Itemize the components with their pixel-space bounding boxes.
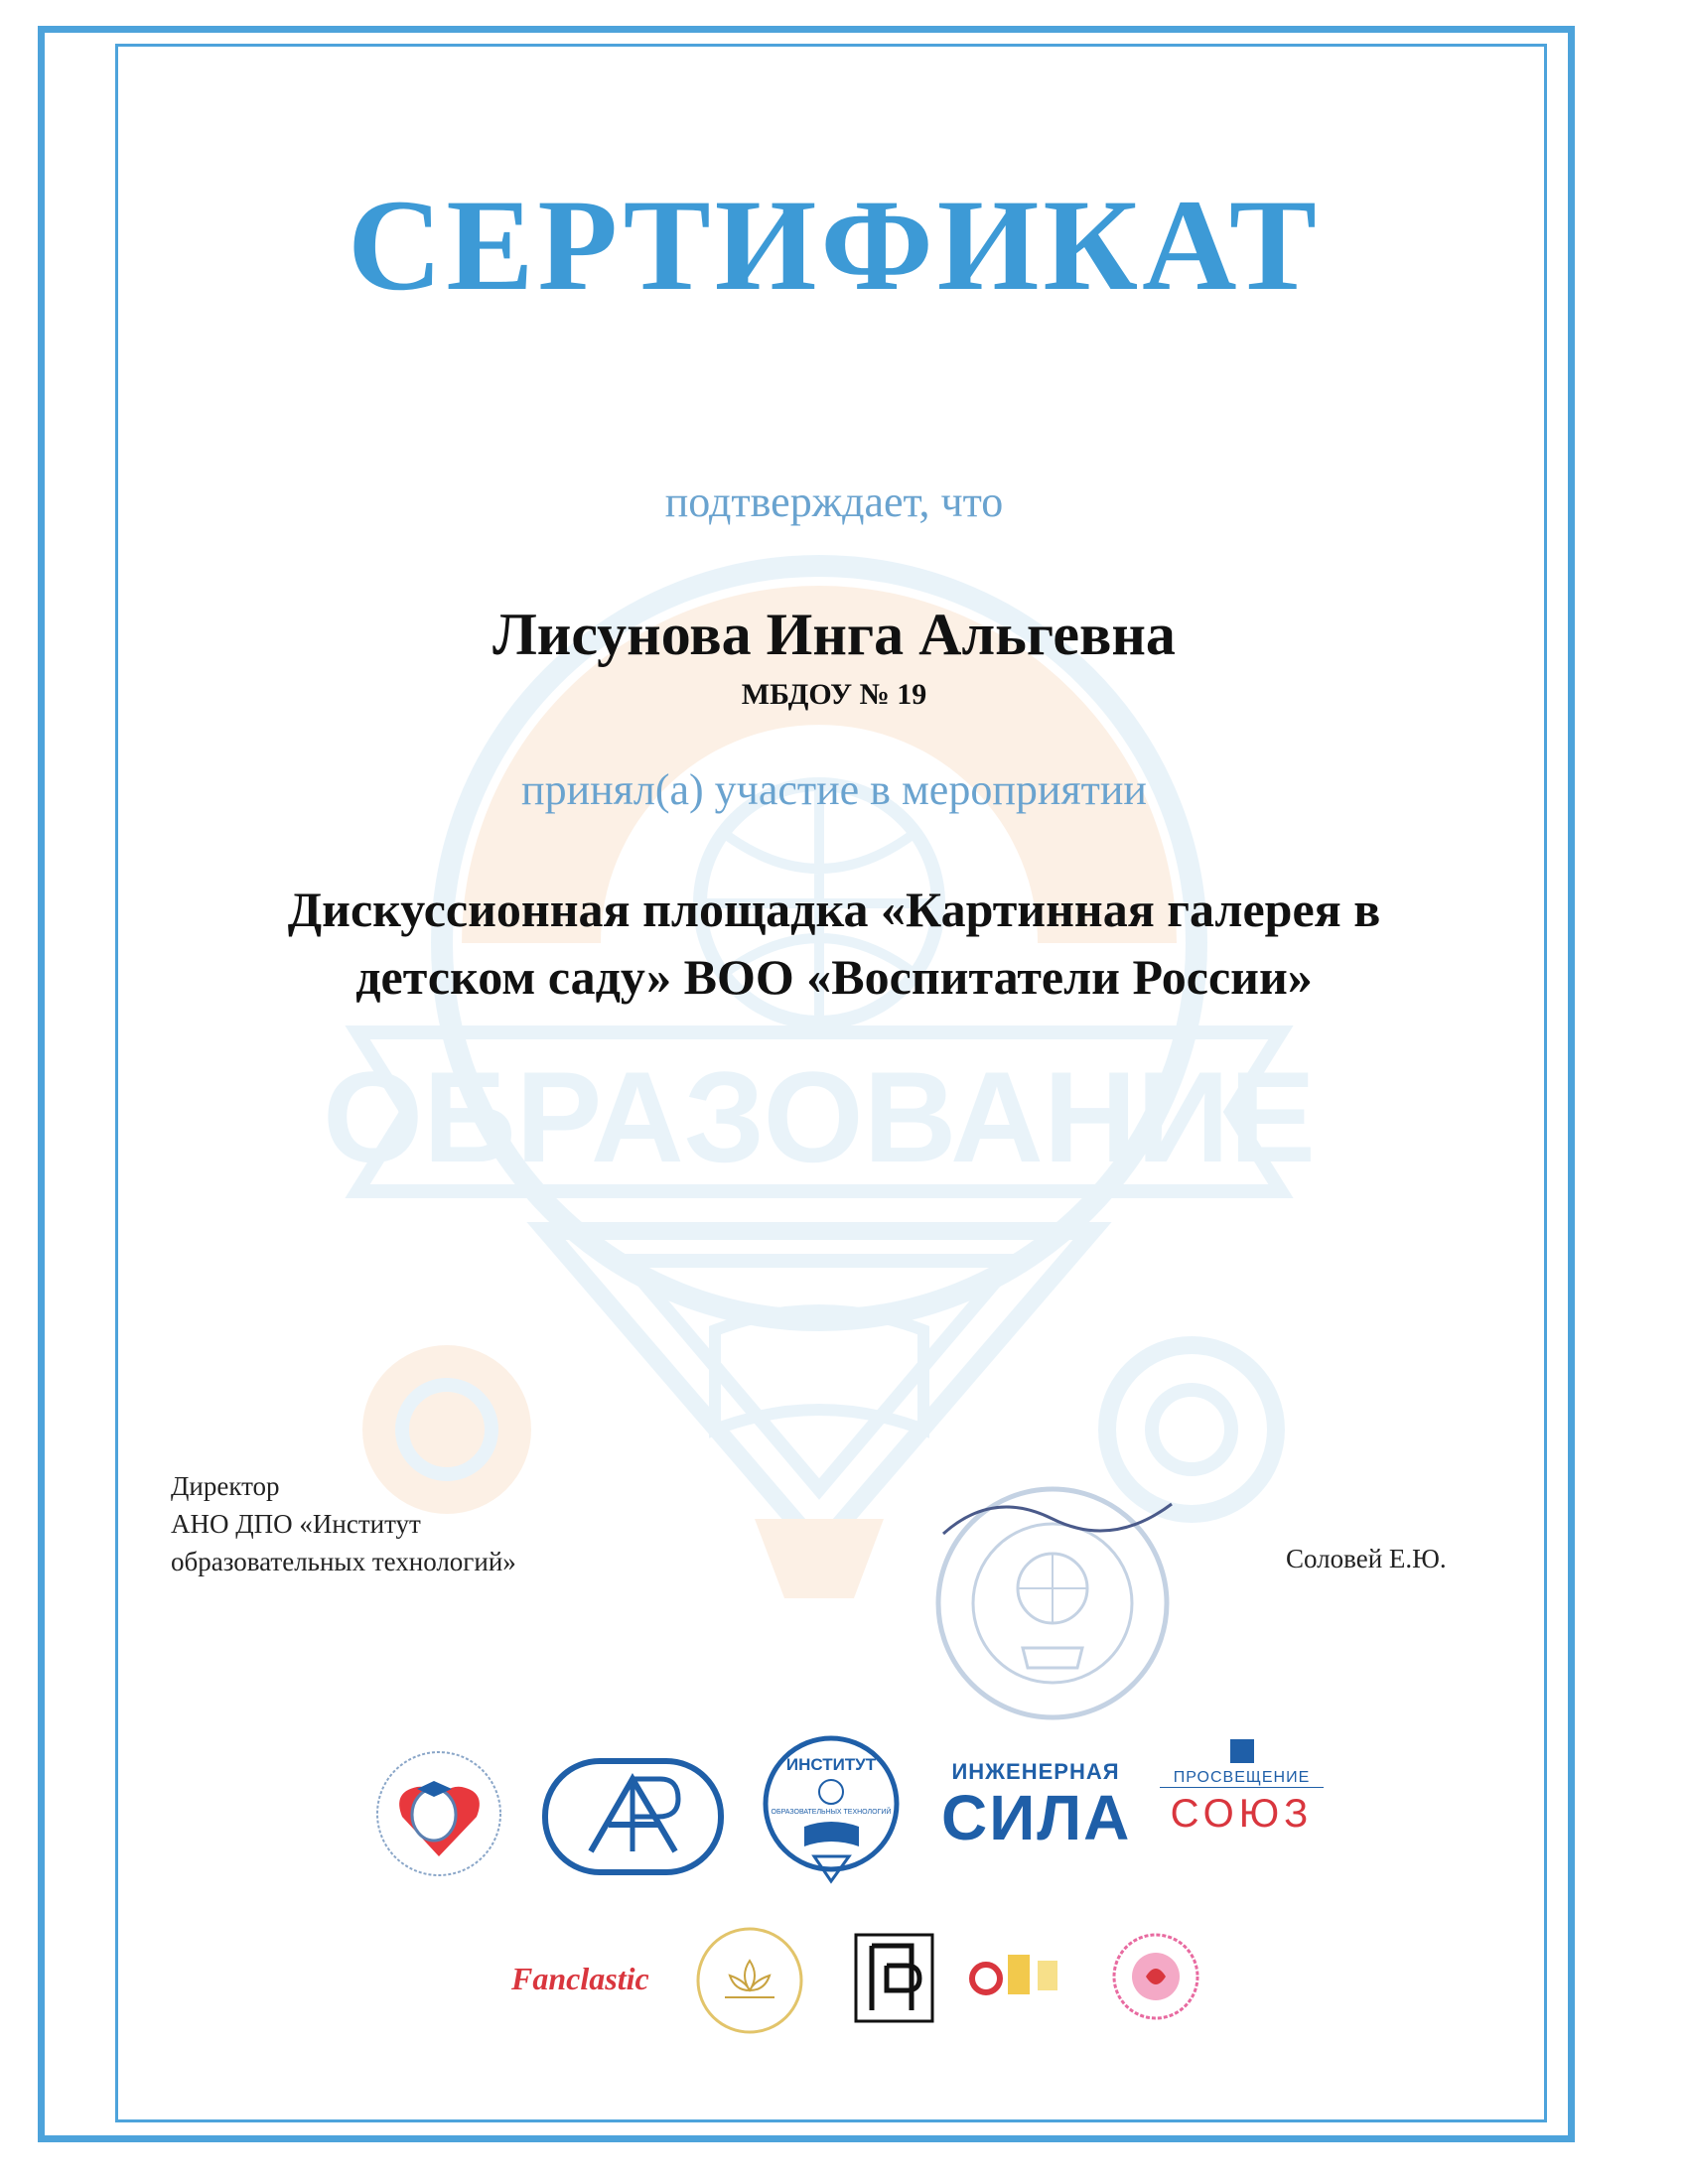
rp-monogram-logo: [852, 1931, 936, 2025]
engineering-force-logo: [941, 1759, 1132, 1853]
heart-owl-logo: [372, 1747, 506, 1881]
pink-round-logo: [1110, 1931, 1201, 2022]
fanclastic-logo: Fanclastic: [511, 1961, 649, 1996]
event-title-line2: детском саду» ВОО «Воспитатели России»: [355, 949, 1313, 1005]
event-title-line1: Дискуссионная площадка «Картинная галерея в: [287, 882, 1381, 937]
ap-monogram-logo: [541, 1757, 725, 1876]
engineering-logo-bottom: СИЛА: [941, 1782, 1132, 1853]
institute-logo-bottom-text: ОБРАЗОВАТЕЛЬНЫХ ТЕХНОЛОГИЙ: [771, 1809, 892, 1816]
institute-logo: [760, 1732, 904, 1891]
institute-logo-top-text: ИНСТИТУТ: [785, 1755, 877, 1774]
director-title: Директор: [171, 1471, 280, 1501]
prosveshchenie-logo-top: ПРОСВЕЩЕНИЕ: [1160, 1769, 1324, 1788]
event-title: [119, 876, 1549, 1011]
prosveshchenie-icon: [1230, 1739, 1254, 1763]
director-org-line1: АНО ДПО «Институт: [171, 1509, 421, 1539]
engineering-logo-top: ИНЖЕНЕРНАЯ: [951, 1759, 1120, 1784]
signature-scribble: [933, 1484, 1192, 1554]
signer-name: Соловей Е.Ю.: [1286, 1544, 1447, 1573]
confirms-label: подтверждает, что: [664, 478, 1004, 526]
certificate-title: СЕРТИФИКАТ: [348, 172, 1321, 318]
prosveshchenie-soyuz-logo: [1160, 1739, 1324, 1837]
obuch-logo: [968, 1941, 1067, 2010]
organization-name: МБДОУ № 19: [741, 678, 927, 711]
director-block: [171, 1467, 516, 1580]
director-org-line2: образовательных технологий»: [171, 1547, 516, 1576]
watermark-text: ОБРАЗОВАНИЕ: [323, 1044, 1316, 1189]
lotus-logo: [695, 1926, 804, 2035]
prosveshchenie-logo-bottom: СОЮЗ: [1170, 1792, 1314, 1836]
participated-label: принял(а) участие в мероприятии: [521, 765, 1147, 814]
person-name: Лисунова Инга Альгевна: [492, 602, 1176, 667]
